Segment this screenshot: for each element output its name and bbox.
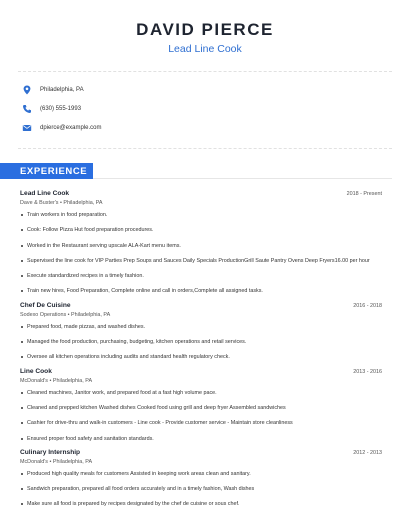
bullet-item: Managed the food production, purchasing, budgeting, kitchen operations and retail services. <box>20 338 382 346</box>
bullet-item: Cook: Follow Pizza Hut food preparation procedures. <box>20 226 382 234</box>
bullet-item: Execute standardized recipes in a timely fashion. <box>20 272 382 280</box>
bullet-item: Sandwich preparation, prepared all food orders accurately and in a timely fashion, Wash dishes <box>20 485 382 493</box>
contact-email[interactable] <box>22 118 410 137</box>
header-divider <box>18 71 392 72</box>
bullet-item: Produced high quality meals for customers Assisted in keeping work areas clean and sanitary. <box>20 470 382 478</box>
job-bullets <box>20 389 382 443</box>
job-employer: Sodexo Operations • Philadelphia, PA <box>20 311 111 318</box>
contact-info <box>22 80 410 137</box>
contact-divider <box>18 148 392 149</box>
job-title: Culinary Internship <box>20 448 81 456</box>
job-employer: McDonald's • Philadelphia, PA <box>20 458 93 465</box>
job-entry <box>20 302 382 362</box>
envelope-icon <box>22 123 32 133</box>
resume-header <box>0 0 410 56</box>
job-bullets <box>20 323 382 362</box>
job-entry <box>20 449 382 509</box>
job-dates: 2018 - Present <box>346 191 382 197</box>
contact-location <box>22 80 410 99</box>
job-title: Lead Line Cook <box>20 190 70 197</box>
location-text: Philadelphia, PA <box>40 86 84 93</box>
job-header <box>20 368 382 375</box>
section-rule <box>93 178 392 179</box>
email-text[interactable]: dpierce@example.com <box>40 124 102 131</box>
job-employer: Dave & Buster's • Philadelphia, PA <box>20 200 103 206</box>
bullet-item: Ensured proper food safety and sanitation standards. <box>20 435 382 443</box>
bullet-item: Worked in the Restaurant serving upscale ALA-Kart menu items. <box>20 242 382 250</box>
candidate-title: Lead Line Cook <box>168 43 242 55</box>
bullet-item: Cleaned machines, Janitor work, and prepared food at a fast high volume pace. <box>20 389 382 397</box>
job-bullets <box>20 470 382 509</box>
bullet-item: Make sure all food is prepared by recipes designated by the chef de cuisine or sous chef. <box>20 500 382 508</box>
job-header <box>20 190 382 197</box>
bullet-item: Supervised the line cook for VIP Parties Prep Soups and Sauces Daily Specials ProductionGrill Saute Pantry Ovens Deep Fryers16.00 per hour <box>20 257 382 265</box>
phone-text: (630) 555-1993 <box>40 105 82 112</box>
bullet-item: Cleaned and prepped kitchen Washed dishes Cooked food using grill and deep fryer Assembled sandwiches <box>20 404 382 412</box>
map-pin-icon <box>22 85 32 95</box>
contact-phone <box>22 99 410 118</box>
experience-list <box>20 190 382 516</box>
bullet-item: Train new hires, Food Preparation, Complete online and call in orders,Complete all assigned tasks. <box>20 287 382 295</box>
phone-icon <box>22 104 32 114</box>
job-entry <box>20 368 382 443</box>
bullet-item: Prepared food, made pizzas, and washed dishes. <box>20 323 382 331</box>
job-header <box>20 449 382 456</box>
job-bullets <box>20 211 382 295</box>
job-header <box>20 302 382 309</box>
job-title: Chef De Cuisine <box>20 301 71 309</box>
bullet-item: Train workers in food preparation. <box>20 211 382 219</box>
candidate-name: DAVID PIERCE <box>136 20 274 39</box>
bullet-item: Cashier for drive-thru and walk-in customers - Line cook - Provide customer service - Maintain store cleanliness <box>20 419 382 427</box>
job-title: Line Cook <box>20 367 52 375</box>
job-entry <box>20 190 382 295</box>
experience-heading: EXPERIENCE <box>20 166 88 177</box>
job-dates: 2013 - 2016 <box>353 368 382 375</box>
job-dates: 2016 - 2018 <box>353 302 382 309</box>
job-employer: McDonald's • Philadelphia, PA <box>20 377 93 384</box>
bullet-item: Oversee all kitchen operations including audits and standard health regulatory check. <box>20 353 382 361</box>
job-dates: 2012 - 2013 <box>353 449 382 456</box>
experience-section-header <box>0 163 93 179</box>
